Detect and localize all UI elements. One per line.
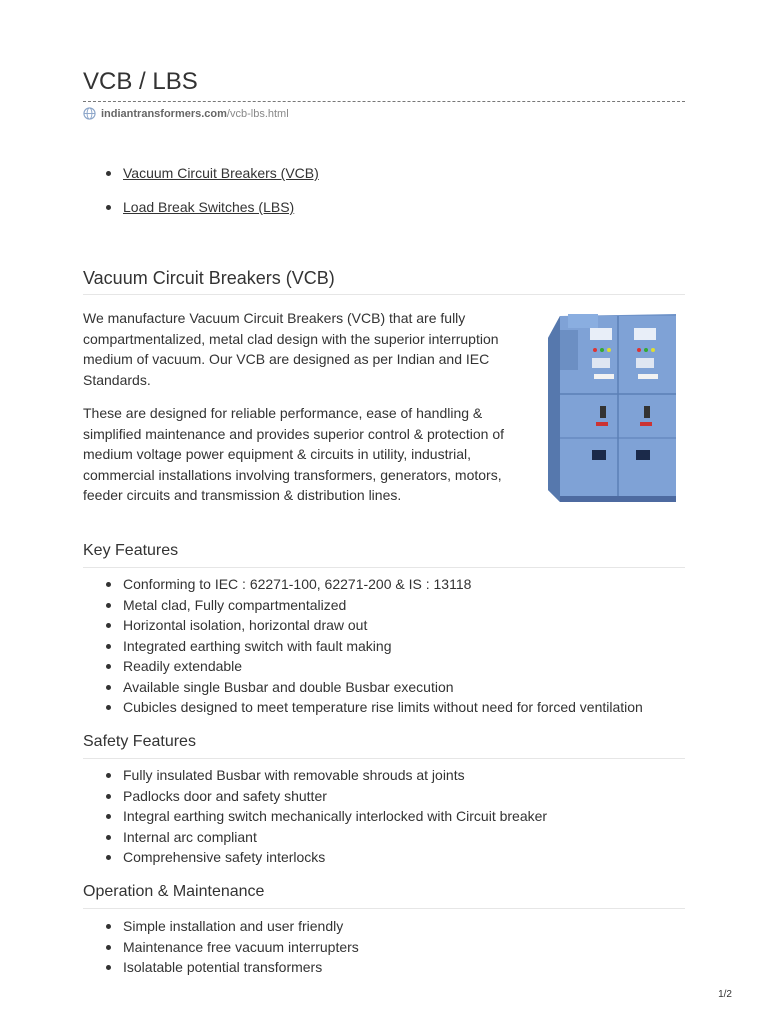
list-item: Horizontal isolation, horizontal draw out: [83, 615, 685, 636]
list-item: Cubicles designed to meet temperature rise limits without need for forced ventilation: [83, 697, 685, 718]
section-heading-vcb: Vacuum Circuit Breakers (VCB): [83, 268, 335, 288]
page-number: 1/2: [718, 989, 732, 1000]
toc-link-vcb[interactable]: Vacuum Circuit Breakers (VCB): [123, 165, 319, 181]
toc-item: [83, 163, 319, 197]
source-url[interactable]: [83, 107, 289, 120]
vcb-panel-image: [538, 310, 680, 506]
list-item: Fully insulated Busbar with removable shrouds at joints: [83, 765, 685, 786]
key-features-list: [83, 574, 685, 718]
list-item: Padlocks door and safety shutter: [83, 786, 685, 807]
section-divider: [83, 908, 685, 909]
toc-link-lbs[interactable]: Load Break Switches (LBS): [123, 199, 295, 215]
toc-item: [83, 197, 319, 231]
page-title: VCB / LBS: [83, 68, 198, 95]
section-heading-key-features: Key Features: [83, 542, 179, 559]
section-divider: [83, 567, 685, 568]
source-domain[interactable]: indiantransformers.com: [101, 107, 227, 120]
section-divider: [83, 294, 685, 295]
globe-icon: [83, 107, 96, 120]
list-item: Integrated earthing switch with fault making: [83, 636, 685, 657]
list-item: Integral earthing switch mechanically interlocked with Circuit breaker: [83, 806, 685, 827]
section-heading-operation-maintenance: Operation & Maintenance: [83, 883, 265, 900]
list-item: Simple installation and user friendly: [83, 916, 685, 937]
vcb-paragraph-1: We manufacture Vacuum Circuit Breakers (VCB) that are fully compartmentalized, metal clad design with the superior interruption medium of vacuum. Our VCB are designed as per Indian and IEC Standards.: [83, 310, 499, 388]
source-path[interactable]: /vcb-lbs.html: [226, 107, 289, 120]
list-item: Available single Busbar and double Busbar execution: [83, 677, 685, 698]
list-item: Internal arc compliant: [83, 827, 685, 848]
list-item: Maintenance free vacuum interrupters: [83, 937, 685, 958]
list-item: Metal clad, Fully compartmentalized: [83, 595, 685, 616]
list-item: Isolatable potential transformers: [83, 957, 685, 978]
title-divider: [83, 101, 685, 102]
vcb-paragraph-2: These are designed for reliable performance, ease of handling & simplified maintenance and provides superior control & protection of medium voltage power equipment & circuits in utility, industrial, commercial installations involving transformers, generators, motors, feeder circuits and transmission & distribution lines.: [83, 405, 505, 504]
table-of-contents: [83, 163, 319, 231]
section-heading-safety-features: Safety Features: [83, 733, 196, 750]
safety-features-list: [83, 765, 685, 868]
list-item: Readily extendable: [83, 656, 685, 677]
list-item: Comprehensive safety interlocks: [83, 847, 685, 868]
list-item: Conforming to IEC : 62271-100, 62271-200 & IS : 13118: [83, 574, 685, 595]
operation-maintenance-list: [83, 916, 685, 978]
section-divider: [83, 758, 685, 759]
